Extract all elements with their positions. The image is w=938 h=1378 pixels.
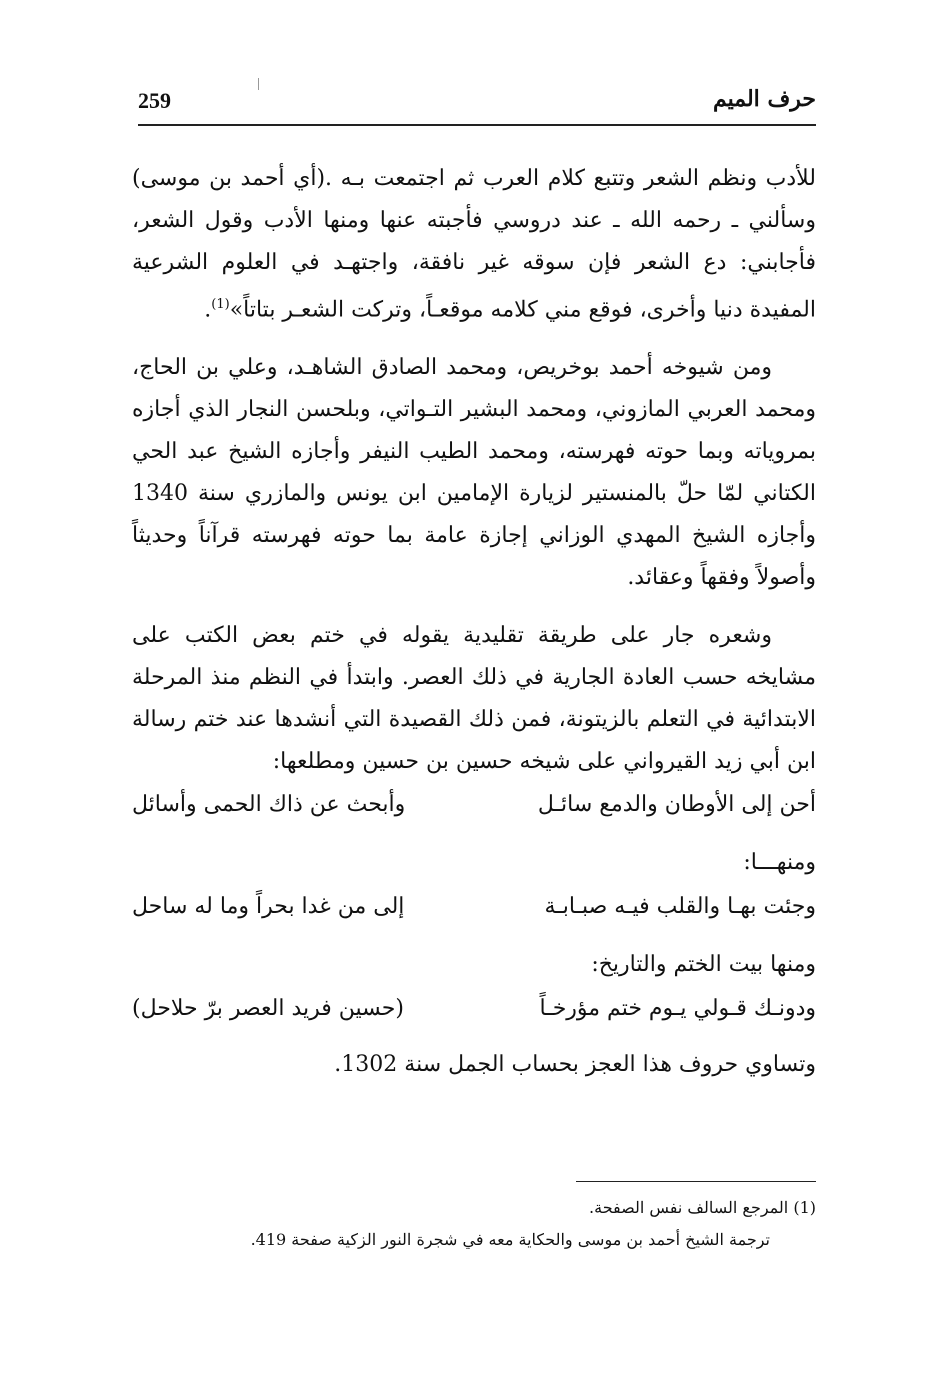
verse-2-intro: ومنهـــا: [743, 850, 816, 876]
closing-line: وتساوي حروف هذا العجز بحساب الجمل سنة 1302. [334, 1052, 816, 1078]
scan-mark [258, 78, 259, 90]
verse-3-second-hemistich: (حسين فريد العصر برّ حلاحل) [132, 996, 404, 1022]
footnote-1: (1) المرجع السالف نفس الصفحة. [589, 1198, 816, 1217]
verse-1-second-hemistich: وأبحث عن ذاك الحمى وأسائل [132, 792, 406, 818]
running-title: حرف الميم [712, 86, 816, 112]
verse-3-first-hemistich: ودونـك قـولي يـوم ختم مؤرخـاً [539, 996, 816, 1022]
verse-3 [132, 987, 816, 1031]
paragraph-2: ومن شيوخه أحمد بوخريص، ومحمد الصادق الشاهـد، وعلي بن الحاج، ومحمد العربي المازوني، ومحمد البشير التـواتي، وبلحسن النجار الذي أجازه بمروياته وبما حوته فهرسته، ومحمد الطيب النيفر وأجازه الشيخ عبد الحي الكتاني لمّا حلّ بالمنستير لزيارة الإمامين ابن يونس والمازري سنة 1340 وأجازه الشيخ المهدي الوزاني إجازة عامة بما حوته فهرسته قرآناً وحديثاً وأصولاً وفقهاً وعقائد. [132, 355, 816, 591]
verse-3-intro: ومنها بيت الختم والتاريخ: [591, 952, 816, 978]
verse-2 [132, 885, 816, 929]
footnote-ref: (1) [211, 297, 230, 312]
paragraph-3: وشعره جار على طريقة تقليدية يقوله في ختم بعض الكتب على مشايخه حسب العادة الجارية في ذلك العصر. وابتدأ في النظم منذ المرحلة الابتدائية في التعلم بالزيتونة، فمن ذلك القصيدة التي أنشدها عند ختم رسالة ابن أبي زيد القيرواني على شيخه حسين بن حسين ومطلعها: [132, 623, 817, 775]
verse-2-first-hemistich: وجئت بهـا والقلب فيـه صبـابـة [544, 894, 816, 920]
paragraph-1 [132, 158, 816, 331]
page-number: 259 [138, 88, 171, 113]
footnotes [132, 1192, 816, 1256]
header-rule [138, 124, 816, 126]
footnote-2: ترجمة الشيخ أحمد بن موسى والحكاية معه في شجرة النور الزكية صفحة 419. [250, 1230, 770, 1249]
footnote-rule [576, 1181, 816, 1182]
verse-2-second-hemistich: إلى من غدا بحراً وما له ساحل [132, 894, 405, 920]
paragraph-1-text: للأدب ونظم الشعر وتتبع كلام العرب ثم اجتمعت بـه .(أي أحمد بن موسى) وسألني ـ رحمه الله ـ عند دروسي فأجبته عنها ومنها الأدب وقول الشعر، فأجابني: دع الشعر فإن سوقه غير نافقة، واجتهـد في العلوم الشرعية المفيدة دنيا وأخرى، فوقع مني كلامه موقعـاً، وتركت الشعـر بتاتاً» [132, 166, 816, 323]
paragraph-1-end: . [204, 297, 212, 323]
verse-1 [132, 783, 816, 827]
main-text [132, 158, 816, 1087]
verse-1-first-hemistich: أحن إلى الأوطان والدمع سائـل [537, 792, 816, 818]
page-header [138, 86, 816, 124]
